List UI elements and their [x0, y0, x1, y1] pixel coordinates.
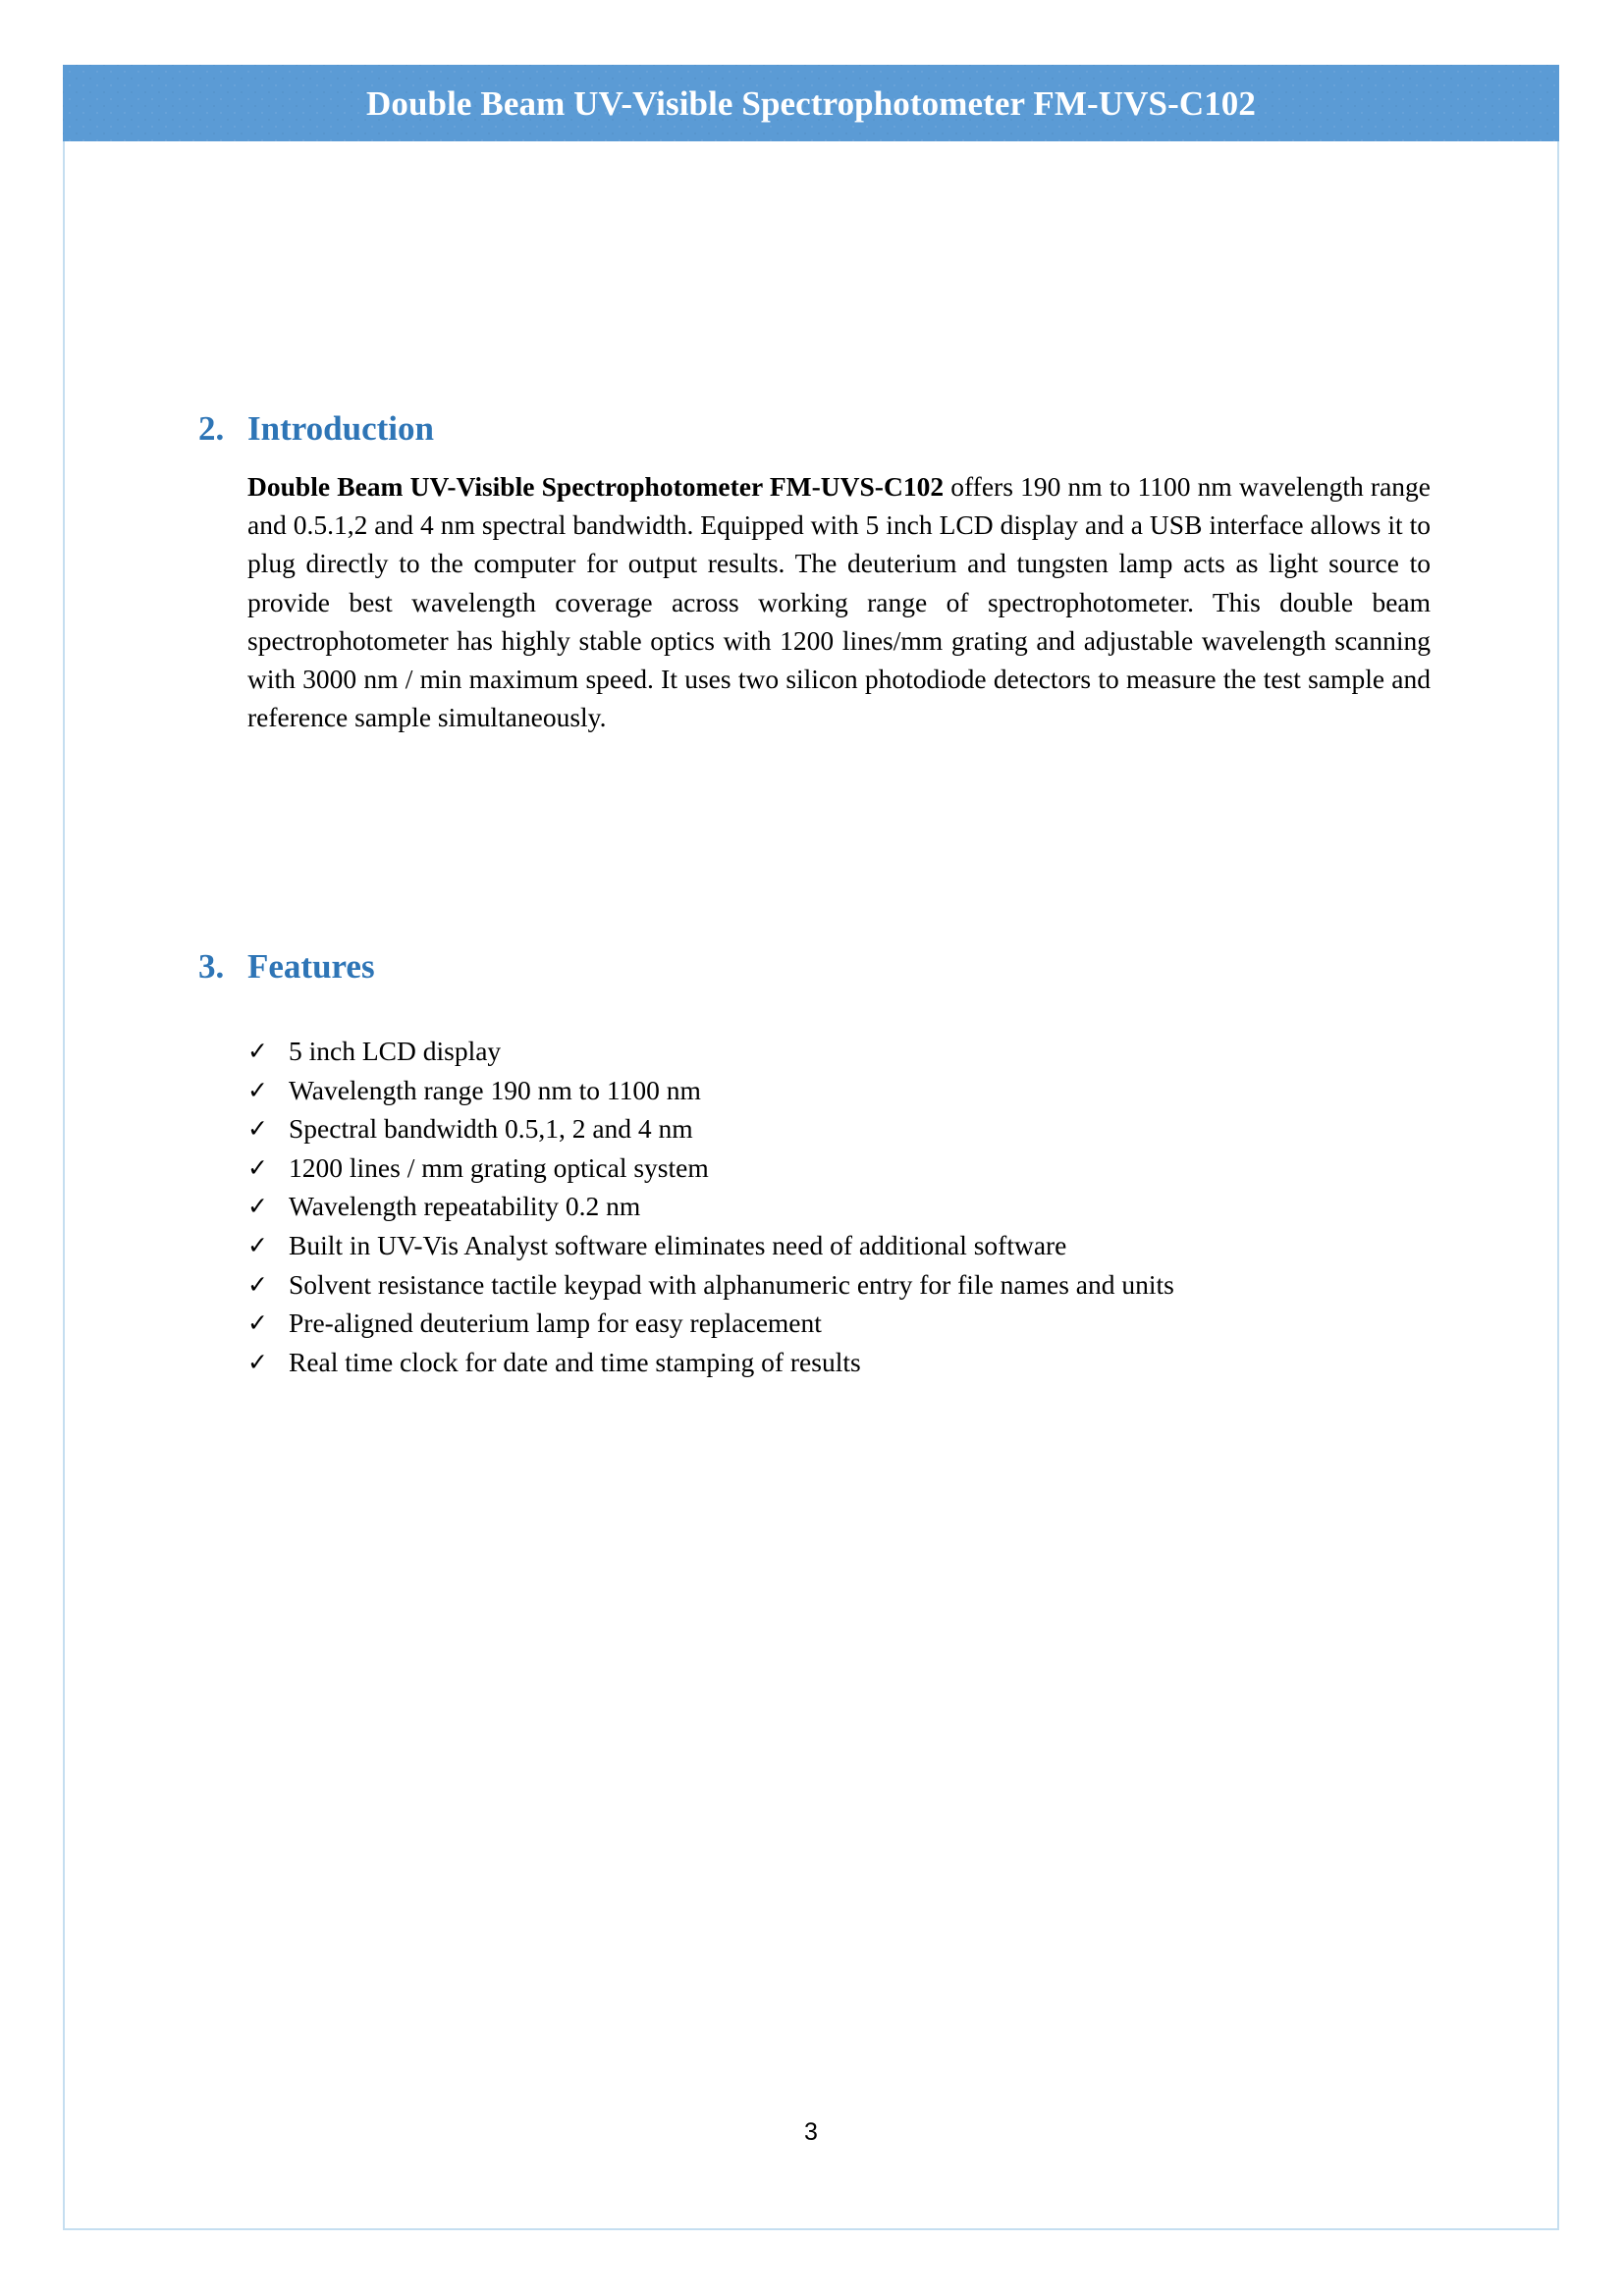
feature-item-label: Solvent resistance tactile keypad with alphanumeric entry for file names and units — [289, 1268, 1174, 1300]
section-number-introduction: 2. — [198, 409, 225, 448]
section-title-introduction: Introduction — [247, 409, 434, 448]
checkmark-icon: ✓ — [247, 1192, 268, 1221]
feature-list-item — [247, 1032, 1475, 1071]
checkmark-icon: ✓ — [247, 1230, 268, 1259]
introduction-body-text: offers 190 nm to 1100 nm wavelength range and 0.5.1,2 and 4 nm spectral bandwidth. Equipped with 5 inch LCD display and a USB interface allows it to plug directly to the computer for output results. The deuterium and tungsten lamp acts as light source to provide best wavelength coverage across working range of spectrophotometer. This double beam spectrophotometer has highly stable optics with 1200 lines/mm grating and adjustable wavelength scanning with 3000 nm / min maximum speed. It uses two silicon photodiode detectors to measure the test sample and reference sample simultaneously. — [247, 471, 1431, 733]
feature-list-item — [247, 1071, 1475, 1110]
page-number: 3 — [804, 2118, 818, 2146]
introduction-paragraph — [247, 467, 1431, 736]
feature-list-item — [247, 1265, 1475, 1305]
document-header-banner — [63, 65, 1559, 141]
checkmark-icon: ✓ — [247, 1037, 268, 1065]
document-page — [63, 65, 1559, 2230]
section-heading-introduction — [198, 410, 434, 449]
checkmark-icon: ✓ — [247, 1308, 268, 1338]
checkmark-icon: ✓ — [247, 1114, 268, 1144]
section-number-features: 3. — [198, 947, 225, 986]
feature-list-item — [247, 1343, 1475, 1382]
document-content — [65, 143, 1557, 2228]
introduction-lead-product-name: Double Beam UV-Visible Spectrophotometer FM-UVS-C102 — [247, 471, 945, 502]
checkmark-icon: ✓ — [247, 1347, 268, 1376]
feature-list-item — [247, 1148, 1475, 1188]
feature-item-label: Pre-aligned deuterium lamp for easy replacement — [289, 1308, 822, 1339]
checkmark-icon: ✓ — [247, 1075, 268, 1104]
section-heading-features — [198, 948, 375, 987]
feature-item-label: Wavelength range 190 nm to 1100 nm — [289, 1074, 701, 1105]
feature-list-item — [247, 1187, 1475, 1226]
document-title: Double Beam UV-Visible Spectrophotometer FM-UVS-C102 — [365, 83, 1257, 123]
feature-list-item — [247, 1226, 1475, 1265]
checkmark-icon: ✓ — [247, 1269, 268, 1299]
feature-list-item — [247, 1109, 1475, 1148]
feature-item-label: Spectral bandwidth 0.5,1, 2 and 4 nm — [289, 1113, 693, 1145]
section-title-features: Features — [247, 947, 375, 986]
feature-list-item — [247, 1304, 1475, 1343]
features-list — [247, 1032, 1475, 1381]
feature-item-label: Wavelength repeatability 0.2 nm — [289, 1191, 641, 1222]
feature-item-label: 5 inch LCD display — [289, 1036, 502, 1066]
checkmark-icon: ✓ — [247, 1152, 268, 1182]
feature-item-label: 1200 lines / mm grating optical system — [289, 1151, 709, 1183]
feature-item-label: Built in UV-Vis Analyst software eliminates need of additional software — [289, 1229, 1067, 1260]
feature-item-label: Real time clock for date and time stamping of results — [289, 1346, 861, 1377]
